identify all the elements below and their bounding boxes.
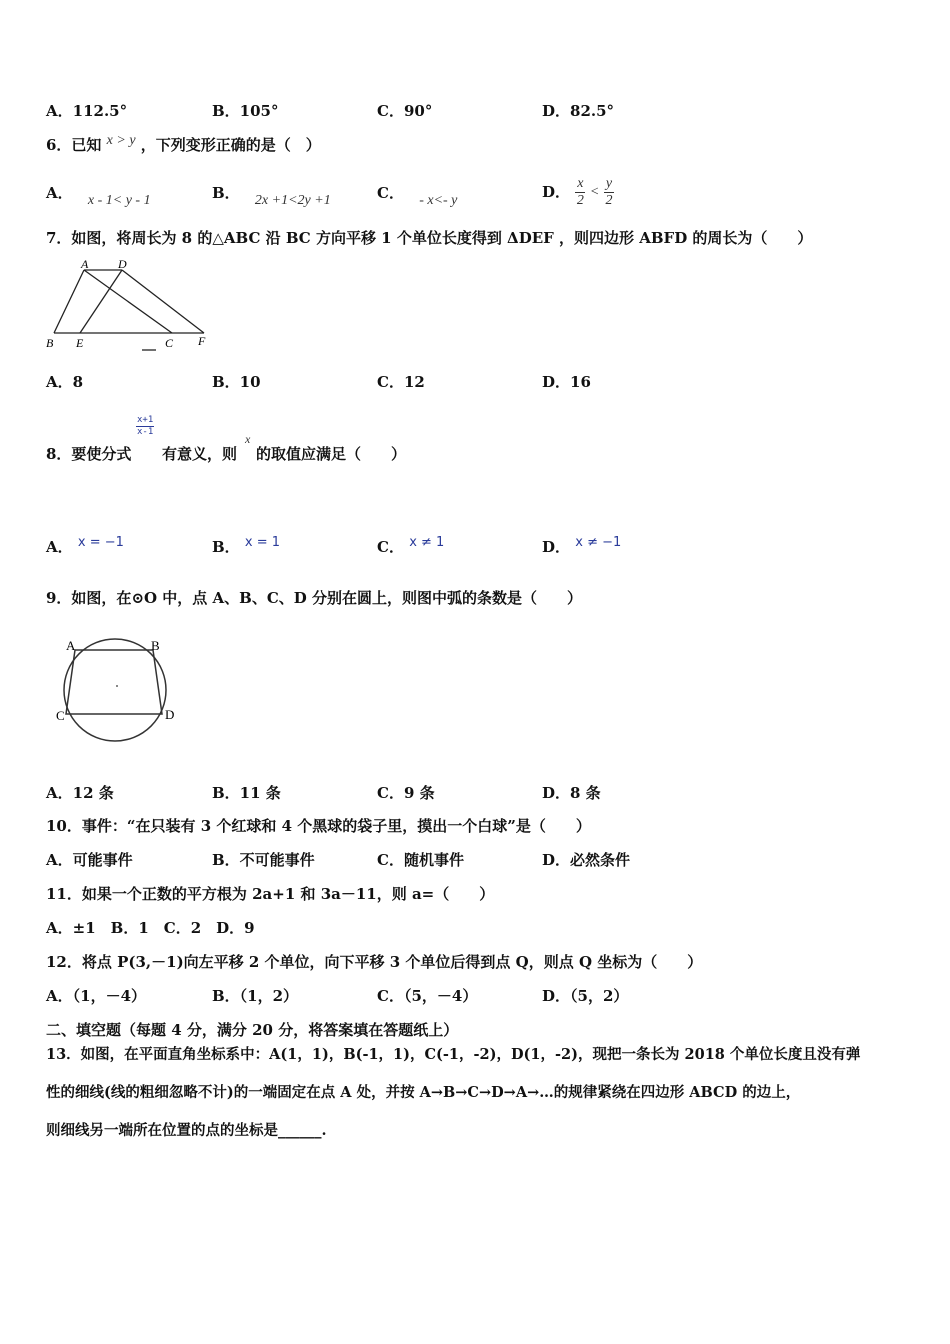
q8-frac-numerator: x+1 [137, 415, 154, 425]
q10-stem: 10．事件：“在只装有 3 个红球和 4 个黑球的袋子里，摸出一个白球”是（ ） [46, 817, 591, 835]
q6-option-b-math: 2x +1<2y +1 [254, 193, 331, 208]
q8-option-a [46, 535, 124, 556]
q7-stem: 7．如图，将周长为 8 的△ABC 沿 BC 方向平移 1 个单位长度得到 ΔDEF ，则四边形 ABFD 的周长为（ ） [46, 229, 813, 247]
q5-option-c: C．90° [377, 102, 433, 120]
q7-line-ac [84, 270, 172, 333]
q11-options: A．±1 B．1 C．2 D．9 [46, 919, 255, 937]
q12-stem: 12．将点 P(3,－1)向左平移 2 个单位，向下平移 3 个单位后得到点 Q，则点 Q 坐标为（ ） [46, 953, 703, 971]
q8-option-d [542, 535, 622, 556]
frac-numerator: x [575, 176, 585, 193]
q9-quadrilateral [66, 650, 162, 714]
q10-option-b: B．不可能事件 [212, 851, 315, 869]
q9-stem: 9．如图，在⊙O 中，点 A、B、C、D 分别在圆上，则图中弧的条数是（ ） [46, 589, 583, 607]
q11-stem: 11．如果一个正数的平方根为 2a+1 和 3a－11，则 a=（ ） [46, 885, 495, 903]
q8-stem-a: 8．要使分式 [46, 445, 132, 463]
q7-option-c: C．12 [377, 373, 425, 391]
q7-label-a: A [81, 257, 89, 271]
q6-option-c-label: C． [377, 184, 404, 202]
q9-option-c: C．9 条 [377, 784, 435, 802]
q7-label-e: E [76, 336, 84, 350]
q7-line-df [122, 270, 204, 333]
q9-circle [64, 639, 166, 741]
q7-label-c: C [165, 336, 174, 350]
q8-option-b-math: x = 1 [244, 535, 281, 550]
q7-label-d: D [118, 257, 127, 271]
q8-option-b [212, 535, 281, 556]
frac-numerator: y [604, 176, 614, 193]
frac-denominator: 2 [576, 193, 584, 209]
q9-option-a: A．12 条 [46, 784, 114, 802]
q9-center-dot [116, 685, 118, 687]
q10-option-c: C．随机事件 [377, 851, 464, 869]
q6-option-d-label: D． [542, 183, 571, 202]
q8-option-c-math: x ≠ 1 [409, 535, 445, 550]
q8-var: x [245, 432, 251, 446]
q8-fraction [136, 415, 154, 438]
q8-option-c-label: C． [377, 538, 404, 556]
q6-stem-pre: 6．已知 [46, 136, 102, 154]
q9-label-d: D [165, 707, 175, 722]
q7-option-b: B．10 [212, 373, 261, 391]
q9-option-d: D．8 条 [542, 784, 601, 802]
q6-option-c [377, 184, 458, 208]
q9-option-b: B．11 条 [212, 784, 281, 802]
q7-label-f: F [198, 334, 206, 348]
q5-option-b: B．105° [212, 102, 279, 120]
q12-option-b: B．（1，2） [212, 987, 299, 1005]
q12-option-a: A．（1，－4） [46, 987, 147, 1005]
q6-option-d [542, 176, 614, 209]
q9-label-a: A [66, 638, 76, 653]
q12-option-c: C．（5，－4） [377, 987, 478, 1005]
q8-stem-b: 有意义，则 [162, 445, 238, 463]
q6-option-a-label: A． [46, 184, 73, 202]
section-2-title: 二、填空题（每题 4 分，满分 20 分，将答案填在答题纸上） [46, 1021, 459, 1039]
q12-option-d: D．（5，2） [542, 987, 629, 1005]
q6-stem-math: x > y [106, 133, 136, 148]
q9-label-c: C [56, 708, 65, 723]
q7-option-d: D．16 [542, 373, 591, 391]
q9-label-b: B [151, 638, 160, 653]
q13-line-1: 13．如图，在平面直角坐标系中：A(1，1)，B(-1，1)，C(-1，-2)，D(1，-2)，现把一条长为 2018 个单位长度且没有弹 [46, 1046, 861, 1063]
q6-option-d-frac-right [604, 176, 614, 209]
q6-option-b [212, 184, 331, 208]
q6-option-d-rel: < [590, 184, 599, 200]
frac-denominator: 2 [605, 193, 613, 209]
q6-option-b-label: B． [212, 184, 240, 202]
q5-option-d: D．82.5° [542, 102, 615, 120]
q6-stem-post: ，下列变形正确的是（ ） [140, 136, 321, 154]
q6-option-d-frac-left [575, 176, 585, 209]
q6-option-a [46, 184, 151, 208]
q6-option-c-math: - x<- y [419, 193, 458, 208]
q8-option-c [377, 535, 445, 556]
q8-option-a-label: A． [46, 538, 73, 556]
q7-line-ed [80, 270, 122, 333]
q5-option-a: A．112.5° [46, 102, 128, 120]
q8-option-b-label: B． [212, 538, 240, 556]
q8-option-d-label: D． [542, 538, 571, 556]
q7-figure [44, 256, 214, 354]
q9-figure [50, 630, 185, 750]
q7-label-b: B [46, 336, 54, 350]
q8-frac-denominator: x-1 [137, 426, 154, 437]
q6-stem [46, 133, 321, 154]
q7-option-a: A．8 [46, 373, 84, 391]
q8-stem-c: 的取值应满足（ ） [256, 445, 407, 463]
q13-line-3: 则细线另一端所在位置的点的坐标是______. [46, 1122, 327, 1139]
q13-line-2: 性的细线(线的粗细忽略不计)的一端固定在点 A 处，并按 A→B→C→D→A→…的规律紧绕在四边形 ABCD 的边上， [46, 1084, 801, 1101]
q8-option-d-math: x ≠ −1 [575, 535, 622, 550]
q6-option-a-math: x - 1< y - 1 [87, 193, 151, 208]
q10-option-d: D．必然条件 [542, 851, 631, 869]
q10-option-a: A．可能事件 [46, 851, 133, 869]
q8-option-a-math: x = −1 [77, 535, 124, 550]
q7-line-ba [54, 270, 84, 333]
